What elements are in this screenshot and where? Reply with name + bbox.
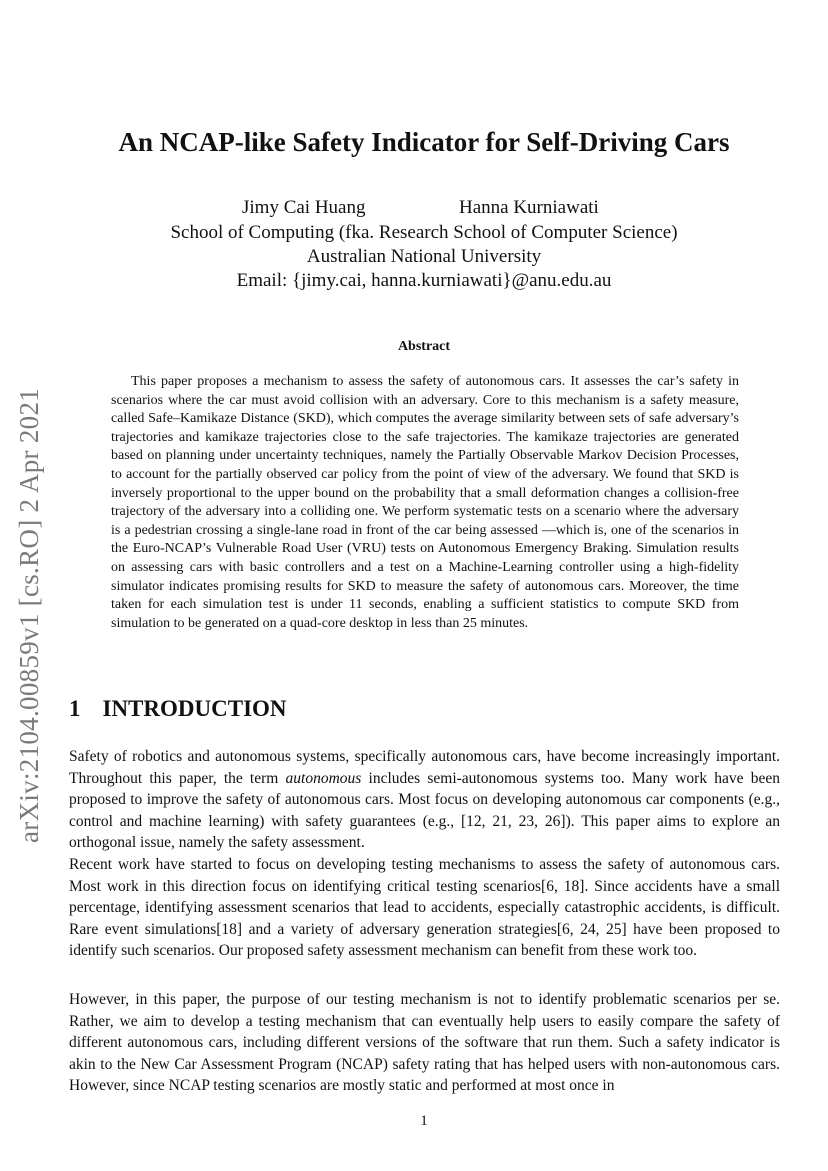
paragraph-text: includes semi-autonomous systems too. Many work have been proposed to improve the safety of autonomous cars. Most focus on developing autonomous car components (e.g., control and machine learning) with safety guarantees (e.g., [12, 21, 23, 26]). This paper aims to explore an orthogonal issue, namely the safety assessment. <box>69 769 780 851</box>
intro-paragraph-3: However, in this paper, the purpose of our testing mechanism is not to identify problematic scenarios per se. Rather, we aim to develop a testing mechanism that can eventually help users to easily compare the safety of different autonomous cars, including different versions of the software that run them. Such a safety indicator is akin to the New Car Assessment Program (NCAP) safety rating that has helped users with non-autonomous cars. However, since NCAP testing scenarios are mostly static and performed at most once in <box>69 991 780 1094</box>
section-heading <box>69 696 287 722</box>
arxiv-identifier: arXiv:2104.00859v1 [cs.RO] 2 Apr 2021 <box>14 387 44 843</box>
page-number: 1 <box>420 1113 428 1129</box>
affiliation-school: School of Computing (fka. Research School of Computer Science) <box>170 222 678 243</box>
section-title: INTRODUCTION <box>102 696 287 721</box>
affiliation-university: Australian National University <box>306 246 542 267</box>
author-list <box>60 197 788 221</box>
intro-paragraph-2: Recent work have started to focus on developing testing mechanisms to assess the safety of autonomous cars. Most work in this direction focus on identifying critical testing scenarios[6, 18]. Since accidents have a small percentage, identifying assessment scenarios that lead to accidents, especially catastrophic accidents, is difficult. Rare event simulations[18] and a variety of adversary generation strategies[6, 24, 25] have been proposed to identify such scenarios. Our proposed safety assessment mechanism can benefit from these work too. <box>69 856 780 959</box>
emphasized-term: autonomous <box>285 769 362 787</box>
section-number: 1 <box>69 696 81 721</box>
author-name: Hanna Kurniawati <box>459 197 599 218</box>
author-name: Jimy Cai Huang <box>242 197 366 218</box>
author-email: Email: {jimy.cai, hanna.kurniawati}@anu.edu.au <box>236 270 612 291</box>
paper-title: An NCAP-like Safety Indicator for Self-Driving Cars <box>118 127 730 157</box>
abstract-text: This paper proposes a mechanism to assess the safety of autonomous cars. It assesses the car’s safety in scenarios where the car must avoid collision with an adversary. Core to this mechanism is a safety measure, called Safe–Kamikaze Distance (SKD), which computes the average similarity between sets of safe adversary’s trajectories and kamikaze trajectories close to the safe trajectories. The kamikaze trajectories are generated based on planning under uncertainty techniques, namely the Partially Observable Markov Decision Processes, to account for the partially observed car policy from the point of view of the adversary. We found that SKD is inversely proportional to the upper bound on the probability that a small deformation changes a collision-free trajectory of the adversary into a colliding one. We perform systematic tests on a scenario where the adversary is a pedestrian crossing a single-lane road in front of the car being assessed —which is, one of the scenarios in the Euro-NCAP’s Vulnerable Road User (VRU) tests on Autonomous Emergency Braking. Simulation results on assessing cars with basic controllers and a test on a Machine-Learning controller using a high-fidelity simulator indicates promising results for SKD to measure the safety of autonomous cars. Moreover, the time taken for each simulation test is under 11 seconds, enabling a sufficient statistics to compute SKD from simulation to be generated on a quad-core desktop in less than 25 minutes. <box>111 374 739 631</box>
intro-paragraph-1 <box>69 746 780 854</box>
paragraph-text: Safety of robotics and autonomous systems, specifically autonomous cars, have become increasingly important. Throughout this paper, the term <box>69 748 780 787</box>
abstract-heading: Abstract <box>397 339 451 354</box>
